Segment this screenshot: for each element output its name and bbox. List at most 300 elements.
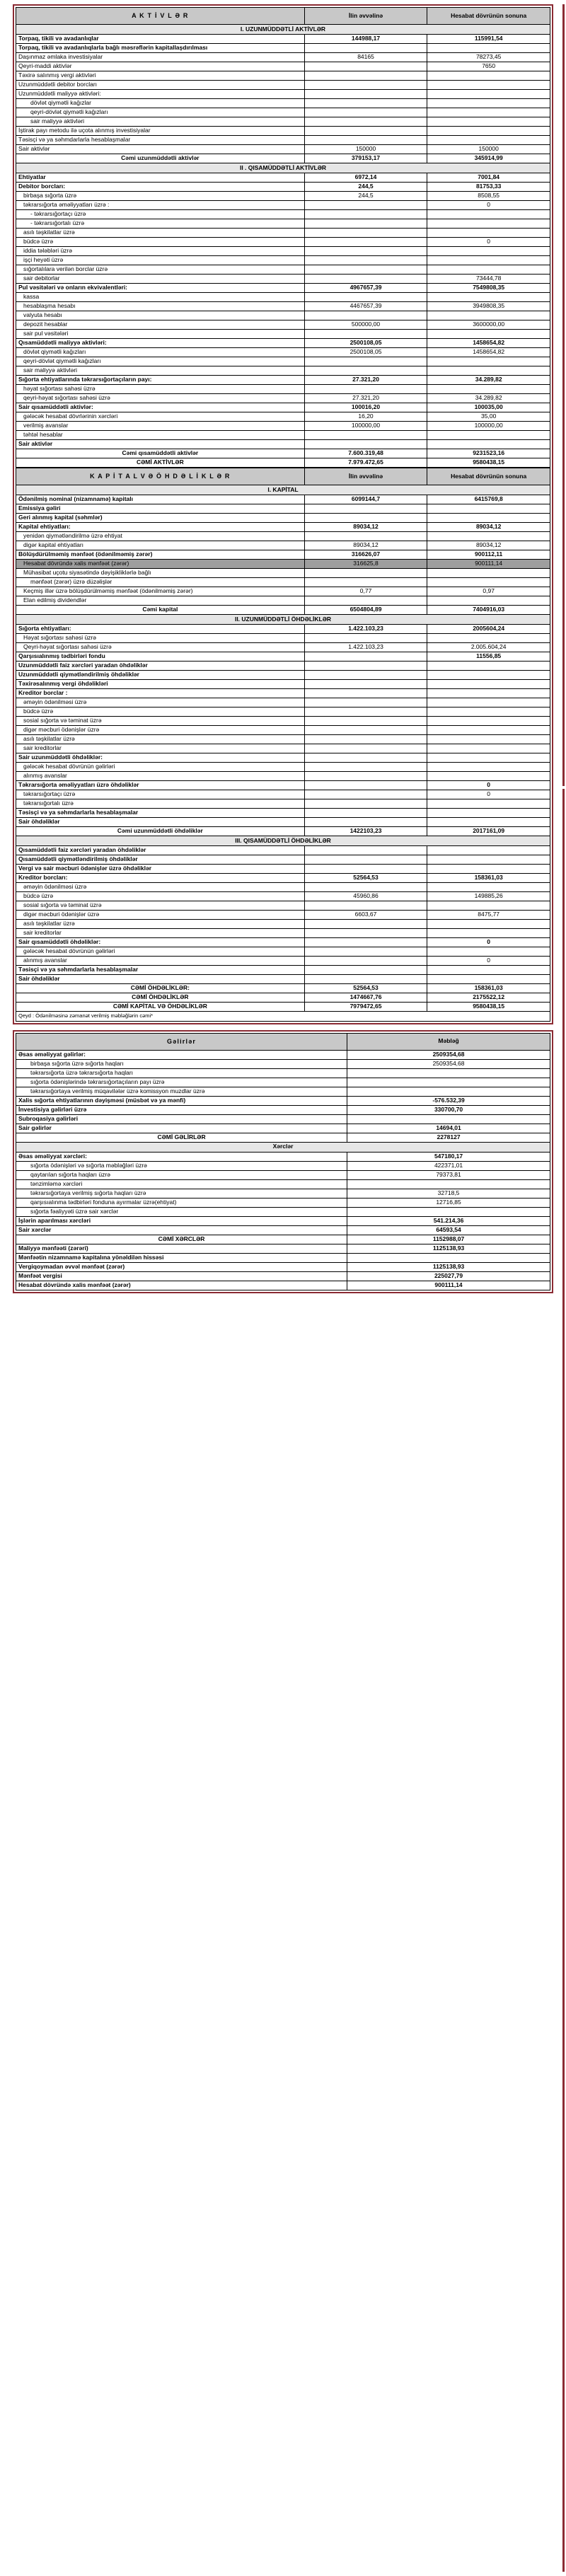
income-header: Gəlirlər [16,1033,347,1050]
table-row [16,707,550,717]
value-period-start [304,311,427,320]
table-row [16,247,550,256]
value-period-start [304,62,427,71]
table-row [16,662,550,671]
table-row [16,818,550,827]
value-period-end: 34.289,82 [427,376,550,385]
row-label: təkrarsığortaya verilmiş müqavilələr üzrə komissyon muzdlar üzrə [16,1087,347,1096]
table-row [16,108,550,117]
table-row [16,1235,550,1244]
period-end-header: Hesabat dövrünün sonuna [427,8,550,25]
value-period-end [427,689,550,698]
value-period-end [427,569,550,578]
value-period-end: 3600000,00 [427,320,550,330]
value-period-start: 4967657,39 [304,284,427,293]
value-period-start: 6504804,89 [304,606,427,615]
value-period-start: 330700,70 [347,1105,550,1114]
row-label: asılı təşkilatlar üzrə [16,229,305,238]
value-period-end: 35,00 [427,412,550,422]
value-period-start [304,275,427,284]
value-period-end: 2017161,09 [427,827,550,836]
row-label: Qeyri-həyat sığortası sahəsi üzrə [16,643,305,652]
row-label: Subroqasiya gəlirləri [16,1114,347,1124]
value-period-start: 79373,81 [347,1170,550,1179]
row-label: büdcə üzrə [16,707,305,717]
value-period-start: 32718,5 [347,1189,550,1198]
table-row [16,1207,550,1216]
table-row [16,625,550,634]
row-label: Qeyri-maddi aktivlər [16,62,305,71]
value-period-end [427,330,550,339]
value-period-start [304,818,427,827]
value-period-start [304,366,427,376]
capital-header: K A P İ T A L V Ə Ö H D Ə L İ K L Ə R [16,468,305,485]
value-period-start [304,431,427,440]
value-period-start [304,578,427,587]
value-period-end [427,975,550,984]
row-label: təkrarsığorta üzrə təkrarsığorta haqları [16,1068,347,1078]
value-period-start [304,662,427,671]
table-row [16,717,550,726]
value-period-end: 89034,12 [427,523,550,532]
value-period-end: 11556,85 [427,652,550,662]
value-period-start [304,136,427,145]
value-period-start [304,947,427,957]
value-period-end: 0 [427,938,550,947]
value-period-start: 14694,01 [347,1124,550,1133]
row-label: Bölüşdürülməmiş mənfəət (ödənilməmiş zərər) [16,550,305,560]
value-period-start [304,763,427,772]
value-period-end: 158361,03 [427,984,550,993]
value-period-start [347,1078,550,1087]
row-label: CƏMİ KAPİTAL VƏ ÖHDƏLİKLƏR [16,1003,305,1012]
value-period-end [427,385,550,394]
value-period-start [304,596,427,606]
row-label: Ödənilmiş nominal (nizamnamə) kapitalı [16,495,305,504]
row-label: birbaşa sığorta üzrə sığorta haqları [16,1059,347,1068]
value-period-start [304,265,427,275]
table-row [16,1105,550,1114]
row-label: Cəmi qısamüddətli aktivlər [16,449,305,458]
value-period-end: 1458654,82 [427,348,550,357]
row-label: yenidən qiymətləndirilmə üzrə ehtiyat [16,532,305,541]
row-label: Uzunmüddətli debitor borcları [16,81,305,90]
row-label: Debitor borcları: [16,183,305,192]
table-row [16,44,550,53]
value-period-end: 7404916,03 [427,606,550,615]
table-row [16,652,550,662]
row-label: digər məcburi ödənişlər üzrə [16,911,305,920]
value-period-end: 89034,12 [427,541,550,550]
row-label: Qısamüddətli qiymətləndirilmiş öhdəliklər [16,855,305,865]
row-label: sair kreditorlar [16,744,305,753]
table-row [16,1059,550,1068]
row-label: Kreditor borcları: [16,874,305,883]
value-period-start [304,901,427,911]
table-row [16,376,550,385]
value-period-start [347,1253,550,1262]
value-period-start [304,707,427,717]
value-period-end: 3949808,35 [427,302,550,311]
value-period-end: 78273,45 [427,53,550,62]
value-period-end: 7001,84 [427,173,550,183]
value-period-start [304,680,427,689]
table-row [16,256,550,265]
value-period-start [304,90,427,99]
table-row [16,726,550,735]
row-label: İştirak payı metodu ilə uçota alınmış investisiyalar [16,127,305,136]
table-row [16,975,550,984]
value-period-start: 150000 [304,145,427,154]
value-period-end: 2175522,12 [427,993,550,1003]
table-row [16,219,550,229]
row-label: Ehtiyatlar [16,173,305,183]
value-period-start: 225027,79 [347,1271,550,1281]
value-period-start: 244,5 [304,183,427,192]
table-row [16,643,550,652]
value-period-end [427,431,550,440]
value-period-start [304,71,427,81]
row-label: Mühasibat uçotu siyasətində dəyişikliklərlə bağlı [16,569,305,578]
table-row [16,265,550,275]
row-label: Cəmi uzunmüddətli aktivlər [16,154,305,163]
value-period-start: 4467657,39 [304,302,427,311]
table-row [16,1087,550,1096]
income-statement-table [16,1033,550,1290]
value-period-start: 2500108,05 [304,348,427,357]
value-period-start [304,81,427,90]
value-period-start: 2509354,68 [347,1050,550,1059]
value-period-start [347,1068,550,1078]
value-period-end [427,763,550,772]
table-row [16,183,550,192]
section-title: II. UZUNMÜDDƏTLİ ÖHDƏLİKLƏR [16,615,550,625]
value-period-start [304,385,427,394]
row-label: - təkrarsığortalı üzrə [16,219,305,229]
balance-sheet-table [16,7,550,468]
value-period-end [427,265,550,275]
value-period-end [427,247,550,256]
row-label: Sair xərclər [16,1225,347,1235]
row-label: asılı təşkilatlar üzrə [16,920,305,929]
value-period-end [427,947,550,957]
value-period-start: 7979472,65 [304,1003,427,1012]
capital-period-start-header: İlin əvvəlinə [304,468,427,485]
value-period-start [304,671,427,680]
value-period-end: 9580438,15 [427,1003,550,1012]
value-period-end: 0 [427,238,550,247]
value-period-end [427,883,550,892]
row-label: təkrarsığorta əməliyyatları üzrə : [16,201,305,210]
row-label: CƏMİ ÖHDƏLİKLƏR: [16,984,305,993]
period-start-header: İlin əvvəlinə [304,8,427,25]
table-row [16,210,550,219]
value-period-start: 100016,20 [304,403,427,412]
value-period-start [304,652,427,662]
row-label: qeyri-dövlət qiymətli kağızları [16,108,305,117]
value-period-end: 100000,00 [427,422,550,431]
table-row [16,201,550,210]
table-row [16,671,550,680]
value-period-start: 89034,12 [304,541,427,550]
row-label: qarşısıalınma tədbirləri fonduna ayırmalar üzrə(ehtiyat) [16,1198,347,1207]
row-label: asılı təşkilatlar üzrə [16,735,305,744]
table-row [16,578,550,587]
value-period-end [427,698,550,707]
table-row [16,154,550,163]
row-label: sair pul vəsitələri [16,330,305,339]
row-label: Cəmi kapital [16,606,305,615]
right-accent-bar-top [562,4,565,786]
value-period-end [427,744,550,753]
section-title-row [16,163,550,173]
value-period-start: -576.532,39 [347,1096,550,1105]
row-label: Uzunmüddətli maliyyə aktivləri: [16,90,305,99]
value-period-start [304,219,427,229]
row-label: digər kapital ehtiyatları [16,541,305,550]
table-row [16,1216,550,1225]
row-label: təhtəl hesablar [16,431,305,440]
value-period-end [427,966,550,975]
table-row [16,606,550,615]
table-row [16,284,550,293]
table-row [16,1179,550,1189]
table-row [16,1271,550,1281]
table-row [16,901,550,911]
value-period-end: 34.289,82 [427,394,550,403]
value-period-start [304,210,427,219]
row-label: sosial sığorta və təminat üzrə [16,901,305,911]
table-row [16,440,550,449]
value-period-end [427,108,550,117]
table-row [16,947,550,957]
value-period-end [427,772,550,781]
table-row [16,422,550,431]
row-label: İşlərin aparılması xərcləri [16,1216,347,1225]
row-label: Xalis sığorta ehtiyatlarının dəyişməsi (müsbət və ya mənfi) [16,1096,347,1105]
value-period-start [304,44,427,53]
table-row [16,596,550,606]
table-row [16,385,550,394]
table-row [16,799,550,809]
row-label: alınmış avanslar [16,772,305,781]
value-period-end [427,809,550,818]
value-period-end: 900111,14 [427,560,550,569]
value-period-end [427,532,550,541]
row-label: Kapital ehtiyatları: [16,523,305,532]
value-period-end [427,293,550,302]
table-row [16,1244,550,1253]
row-label: birbaşa sığorta üzrə [16,192,305,201]
row-label: Mənfəət vergisi [16,1271,347,1281]
assets-header: A K T İ V L Ə R [16,8,305,25]
table-row [16,1170,550,1179]
value-period-end [427,920,550,929]
value-period-start [304,440,427,449]
value-period-start [304,569,427,578]
value-period-end: 7650 [427,62,550,71]
value-period-start: 316626,07 [304,550,427,560]
value-period-end: 0 [427,201,550,210]
row-label: dövlət qiymətli kağızları [16,348,305,357]
row-label: Hesabat dövründə xalis mənfəət (zərər) [16,560,305,569]
value-period-start [304,698,427,707]
balance-sheet-frame [13,4,553,1024]
value-period-start [304,238,427,247]
value-period-end [427,707,550,717]
row-label: təkrarsığortaçı üzrə [16,790,305,799]
value-period-end [427,578,550,587]
value-period-start: 1422103,23 [304,827,427,836]
row-label: Cəmi uzunmüddətli öhdəliklər [16,827,305,836]
value-period-start [347,1087,550,1096]
row-label: Sair uzunmüddətli öhdəliklər: [16,753,305,763]
table-row [16,1114,550,1124]
row-label: depozit hesablar [16,320,305,330]
value-period-start: 541.214,36 [347,1216,550,1225]
row-label: dövlət qiymətli kağızlar [16,99,305,108]
value-period-start: 7.600.319,48 [304,449,427,458]
row-label: Təsisçi və ya səhmdarlarla hesablaşmalar [16,136,305,145]
row-label: Qısamüddətli faiz xərcləri yaradan öhdəliklər [16,846,305,855]
section-title: I. KAPİTAL [16,485,550,495]
table-row [16,1198,550,1207]
income-header-row [16,1033,550,1050]
table-row [16,790,550,799]
value-period-start [304,504,427,514]
table-row [16,532,550,541]
value-period-end [427,229,550,238]
value-period-start [304,938,427,947]
value-period-start: 547180,17 [347,1152,550,1161]
table-row [16,920,550,929]
row-label: gələcək hesabat dövrlərinin xərcləri [16,412,305,422]
table-row [16,366,550,376]
value-period-end [427,71,550,81]
value-period-end: 900112,11 [427,550,550,560]
value-period-end [427,514,550,523]
row-label: sığorta ödənişləri və sığorta məbləğləri üzrə [16,1161,347,1170]
table-row [16,1124,550,1133]
value-period-start [304,108,427,117]
income-statement-frame [13,1030,553,1293]
value-period-end [427,311,550,320]
value-period-start [347,1114,550,1124]
row-label: həyat sığortası sahəsi üzrə [16,385,305,394]
value-period-start [304,781,427,790]
value-period-start [304,735,427,744]
capital-period-end-header: Hesabat dövrünün sonuna [427,468,550,485]
table-row [16,504,550,514]
table-row [16,744,550,753]
table-row [16,911,550,920]
value-period-start [304,846,427,855]
value-period-end [427,846,550,855]
table-row [16,81,550,90]
value-period-start [304,865,427,874]
capital-header-row [16,468,550,485]
value-period-end: 0,97 [427,587,550,596]
row-label: gələcək hesabat dövrünün gəlirləri [16,763,305,772]
table-row [16,229,550,238]
row-label: sair maliyyə aktivləri [16,117,305,127]
value-period-end: 0 [427,781,550,790]
table-row [16,569,550,578]
value-period-start: 52564,53 [304,984,427,993]
value-period-start [304,293,427,302]
table-row [16,173,550,183]
row-label: digər məcburi ödənişlər üzrə [16,726,305,735]
table-row [16,966,550,975]
value-period-end: 9231523,16 [427,449,550,458]
row-label: Əsas əməliyyat xərcləri: [16,1152,347,1161]
value-period-end: 81753,33 [427,183,550,192]
value-period-start [304,330,427,339]
table-row [16,320,550,330]
table-row [16,495,550,504]
value-period-start: 144988,17 [304,35,427,44]
row-label: büdcə üzrə [16,892,305,901]
table-row [16,311,550,320]
row-label: Uzunmüddətli faiz xərcləri yaradan öhdəliklər [16,662,305,671]
value-period-start: 6603,67 [304,911,427,920]
value-period-start: 1125138,93 [347,1262,550,1271]
value-period-end: 158361,03 [427,874,550,883]
row-label: sair maliyyə aktivləri [16,366,305,376]
table-row [16,1225,550,1235]
value-period-end [427,219,550,229]
row-label: Sair aktivlər [16,145,305,154]
table-row [16,348,550,357]
table-row [16,827,550,836]
table-row [16,357,550,366]
table-row [16,772,550,781]
table-row [16,855,550,865]
value-period-start: 2278127 [347,1133,550,1142]
value-period-start: 27.321,20 [304,376,427,385]
value-period-start [304,201,427,210]
value-period-start [304,117,427,127]
value-period-start: 316625,8 [304,560,427,569]
row-label: Sair öhdəliklər [16,818,305,827]
value-period-end: 149885,26 [427,892,550,901]
value-period-start [304,247,427,256]
value-period-start: 244,5 [304,192,427,201]
value-period-end [427,680,550,689]
value-period-end [427,662,550,671]
table-row [16,938,550,947]
section-title-row [16,836,550,846]
row-label: işçi heyəti üzrə [16,256,305,265]
table-row [16,136,550,145]
table-row [16,735,550,744]
value-period-start [347,1179,550,1189]
table-row [16,431,550,440]
value-period-start: 27.321,20 [304,394,427,403]
row-label: sair kreditorlar [16,929,305,938]
row-label: sığorta ödənişlərində təkrarsığortaçıların payı üzrə [16,1078,347,1087]
row-label: CƏMİ AKTİVLƏR [16,458,305,468]
value-period-start [304,744,427,753]
row-label: Torpaq, tikili və avadanlıqlarla bağlı məsrəflərin kapitallaşdırılması [16,44,305,53]
value-period-start [304,689,427,698]
value-period-start [304,514,427,523]
value-period-start: 1474667,76 [304,993,427,1003]
value-period-end [427,726,550,735]
table-row [16,781,550,790]
table-row [16,1050,550,1059]
value-period-end: 8508,55 [427,192,550,201]
